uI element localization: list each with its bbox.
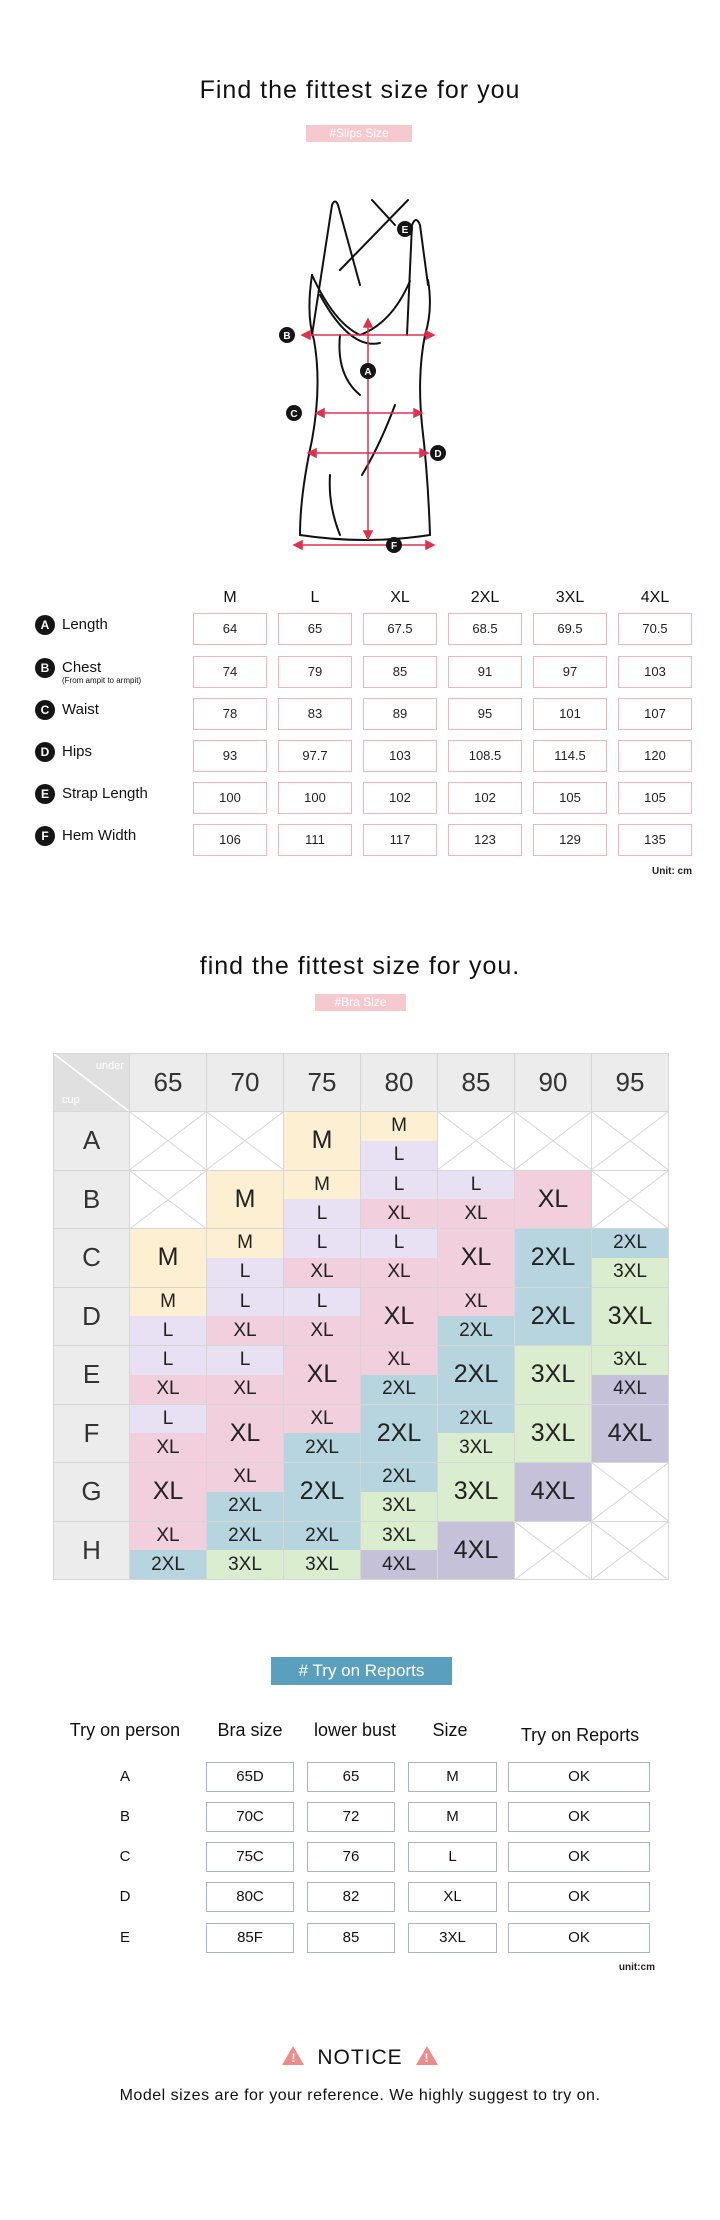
size-label: XL — [438, 1229, 514, 1287]
try-on-person: E — [119, 1929, 130, 1946]
size-cell — [284, 1404, 361, 1463]
size-label: 4XL — [515, 1463, 591, 1521]
size-label: 3XL — [438, 1463, 514, 1521]
empty-cell — [130, 1112, 207, 1171]
measure-value: 111 — [278, 824, 352, 856]
try-on-bust: 65 — [307, 1762, 395, 1792]
measure-value: 103 — [618, 656, 692, 688]
measure-value: 107 — [618, 698, 692, 730]
cup-size-header: H — [54, 1521, 130, 1580]
try-on-unit: unit:cm — [618, 1962, 655, 1973]
size-cell — [130, 1346, 207, 1405]
measure-value: 97.7 — [278, 740, 352, 772]
size-label: 3XL — [361, 1492, 437, 1521]
measure-value: 65 — [278, 613, 352, 645]
try-on-person: B — [119, 1808, 130, 1825]
size-cell — [438, 1346, 515, 1405]
letter-badge-icon: C — [35, 700, 55, 720]
measure-value: 64 — [193, 613, 267, 645]
size-cell — [515, 1463, 592, 1522]
size-cell — [515, 1346, 592, 1405]
try-on-bra: 65D — [206, 1762, 294, 1792]
letter-badge-icon: E — [35, 784, 55, 804]
size-label: XL — [207, 1463, 283, 1492]
try-on-report: OK — [508, 1923, 650, 1953]
under-size-header: 80 — [361, 1054, 438, 1112]
bra-grid-row — [54, 1287, 669, 1346]
size-cell — [361, 1112, 438, 1171]
size-label: M — [207, 1171, 283, 1229]
empty-cell — [130, 1170, 207, 1229]
letter-badge-icon: F — [35, 826, 55, 846]
size-label: L — [207, 1346, 283, 1375]
size-cell — [592, 1346, 669, 1405]
notice-text: Model sizes are for your reference. We highly suggest to try on. — [119, 2087, 601, 2104]
size-cell — [361, 1229, 438, 1288]
cup-size-header: D — [54, 1287, 130, 1346]
try-on-header: Try on person — [69, 1720, 181, 1740]
size-cell — [130, 1404, 207, 1463]
warning-icon: ! — [282, 2046, 304, 2065]
size-label: L — [284, 1288, 360, 1317]
size-cell — [207, 1346, 284, 1405]
measure-value: 106 — [193, 824, 267, 856]
corner-cup-label: cup — [62, 1094, 80, 1106]
measure-value: 93 — [193, 740, 267, 772]
size-cell — [207, 1521, 284, 1580]
size-cell — [207, 1287, 284, 1346]
size-cell — [207, 1170, 284, 1229]
size-cell — [284, 1170, 361, 1229]
size-label: L — [361, 1141, 437, 1170]
size-label: 3XL — [284, 1550, 360, 1579]
measure-value: 102 — [448, 782, 522, 814]
notice-heading — [0, 2046, 720, 2070]
bra-grid-row — [54, 1346, 669, 1405]
size-label: 4XL — [361, 1550, 437, 1579]
bra-size-grid — [53, 1053, 669, 1580]
size-label: XL — [438, 1199, 514, 1228]
cross-icon — [515, 1522, 591, 1580]
measure-value: 129 — [533, 824, 607, 856]
measure-name: Length — [62, 616, 108, 633]
slips-size-header: XL — [390, 589, 410, 606]
size-label: L — [207, 1258, 283, 1287]
size-cell — [515, 1170, 592, 1229]
measure-value: 123 — [448, 824, 522, 856]
size-label: L — [130, 1346, 206, 1375]
measure-value: 100 — [278, 782, 352, 814]
slips-size-header: 2XL — [470, 589, 500, 606]
try-on-report: OK — [508, 1762, 650, 1792]
size-cell — [438, 1229, 515, 1288]
measure-note: (From ampit to armpit) — [62, 676, 142, 685]
size-label: 3XL — [207, 1550, 283, 1579]
size-label: XL — [361, 1258, 437, 1287]
slips-size-header: 3XL — [555, 589, 585, 606]
empty-cell — [592, 1463, 669, 1522]
size-label: XL — [284, 1405, 360, 1434]
slips-size-header: 4XL — [640, 589, 670, 606]
measure-value: 69.5 — [533, 613, 607, 645]
size-label: 3XL — [592, 1346, 668, 1375]
size-cell — [515, 1404, 592, 1463]
size-label: M — [284, 1171, 360, 1200]
size-label: 3XL — [592, 1288, 668, 1346]
under-size-header: 75 — [284, 1054, 361, 1112]
size-label: 2XL — [361, 1375, 437, 1404]
try-on-bra: 85F — [206, 1923, 294, 1953]
size-label: L — [361, 1229, 437, 1258]
marker-f-label: F — [390, 541, 398, 552]
empty-cell — [515, 1521, 592, 1580]
slips-title: Find the fittest size for you — [199, 76, 521, 104]
size-cell — [207, 1404, 284, 1463]
size-label: 4XL — [592, 1405, 668, 1463]
size-cell — [361, 1404, 438, 1463]
under-size-header: 70 — [207, 1054, 284, 1112]
slips-unit: Unit: cm — [652, 866, 692, 877]
size-label: XL — [207, 1405, 283, 1463]
empty-cell — [592, 1112, 669, 1171]
try-on-header: Size — [432, 1720, 468, 1740]
under-size-header: 85 — [438, 1054, 515, 1112]
size-label: 2XL — [438, 1405, 514, 1434]
size-label: L — [130, 1316, 206, 1345]
try-on-person: C — [119, 1848, 131, 1865]
size-label: 2XL — [207, 1522, 283, 1551]
size-cell — [284, 1287, 361, 1346]
measure-value: 103 — [363, 740, 437, 772]
under-size-header: 95 — [592, 1054, 669, 1112]
size-label: 2XL — [284, 1522, 360, 1551]
size-cell — [592, 1287, 669, 1346]
letter-badge-icon: D — [35, 742, 55, 762]
slips-row-label — [35, 615, 108, 635]
measure-value: 100 — [193, 782, 267, 814]
try-on-person: A — [119, 1768, 130, 1785]
under-size-header: 65 — [130, 1054, 207, 1112]
size-cell — [130, 1229, 207, 1288]
size-cell — [361, 1287, 438, 1346]
bra-grid-row — [54, 1112, 669, 1171]
try-on-bra: 70C — [206, 1802, 294, 1832]
under-size-header: 90 — [515, 1054, 592, 1112]
size-label: 3XL — [515, 1346, 591, 1404]
size-cell — [515, 1287, 592, 1346]
cross-icon — [592, 1522, 668, 1580]
cross-icon — [207, 1112, 283, 1170]
size-label: XL — [361, 1199, 437, 1228]
try-on-report: OK — [508, 1882, 650, 1912]
bra-grid-header-row — [54, 1054, 669, 1112]
measure-value: 105 — [618, 782, 692, 814]
measure-name: Chest — [62, 659, 102, 676]
slips-row-label — [35, 658, 141, 685]
size-cell — [515, 1229, 592, 1288]
size-label: L — [361, 1171, 437, 1200]
letter-badge-icon: B — [35, 658, 55, 678]
size-label: 4XL — [438, 1522, 514, 1580]
measure-value: 102 — [363, 782, 437, 814]
size-label: 2XL — [284, 1433, 360, 1462]
measure-value: 117 — [363, 824, 437, 856]
size-label: XL — [130, 1375, 206, 1404]
size-label: L — [284, 1229, 360, 1258]
measure-value: 135 — [618, 824, 692, 856]
slips-row-label — [35, 784, 148, 804]
size-label: 3XL — [592, 1258, 668, 1287]
notice-title: NOTICE — [317, 2046, 403, 2069]
bra-grid-row — [54, 1521, 669, 1580]
cross-icon — [515, 1112, 591, 1170]
size-label: 2XL — [361, 1463, 437, 1492]
size-cell — [361, 1346, 438, 1405]
measure-value: 83 — [278, 698, 352, 730]
measure-value: 105 — [533, 782, 607, 814]
empty-cell — [438, 1112, 515, 1171]
size-label: XL — [438, 1288, 514, 1317]
measure-value: 68.5 — [448, 613, 522, 645]
try-on-size: M — [408, 1762, 497, 1792]
size-label: 2XL — [438, 1316, 514, 1345]
bra-grid-row — [54, 1170, 669, 1229]
bra-grid-row — [54, 1404, 669, 1463]
size-cell — [130, 1463, 207, 1522]
measure-value: 108.5 — [448, 740, 522, 772]
size-label: L — [130, 1405, 206, 1434]
size-label: XL — [515, 1171, 591, 1229]
slips-size-header: M — [223, 589, 237, 606]
measure-value: 67.5 — [363, 613, 437, 645]
size-cell — [438, 1287, 515, 1346]
size-cell — [361, 1521, 438, 1580]
size-label: M — [130, 1229, 206, 1287]
size-label: L — [438, 1171, 514, 1200]
slip-dress-diagram — [270, 195, 450, 555]
cup-size-header: A — [54, 1112, 130, 1171]
letter-badge-icon: A — [35, 615, 55, 635]
size-cell — [130, 1287, 207, 1346]
try-on-bust: 85 — [307, 1923, 395, 1953]
size-label: M — [207, 1229, 283, 1258]
try-on-header: Bra size — [217, 1720, 283, 1740]
size-cell — [284, 1229, 361, 1288]
size-label: XL — [207, 1375, 283, 1404]
empty-cell — [592, 1170, 669, 1229]
bra-grid-row — [54, 1463, 669, 1522]
corner-under-label: under — [95, 1060, 124, 1072]
try-on-bust: 82 — [307, 1882, 395, 1912]
size-label: 2XL — [438, 1346, 514, 1404]
size-label: 2XL — [207, 1492, 283, 1521]
try-on-bust: 76 — [307, 1842, 395, 1872]
measure-name: Hem Width — [62, 827, 137, 844]
size-cell — [284, 1463, 361, 1522]
measure-value: 89 — [363, 698, 437, 730]
cross-icon — [438, 1112, 514, 1170]
size-label: XL — [130, 1433, 206, 1462]
size-label: XL — [130, 1522, 206, 1551]
measure-value: 79 — [278, 656, 352, 688]
try-on-bust: 72 — [307, 1802, 395, 1832]
marker-a-label: A — [364, 367, 372, 378]
size-cell — [592, 1404, 669, 1463]
marker-d-label: D — [434, 449, 442, 460]
try-on-person: D — [119, 1888, 131, 1905]
empty-cell — [207, 1112, 284, 1171]
marker-e-label: E — [401, 225, 409, 236]
size-label: L — [284, 1199, 360, 1228]
bra-grid-row — [54, 1229, 669, 1288]
size-label: XL — [361, 1288, 437, 1346]
slips-row-label — [35, 826, 136, 846]
try-on-size: L — [408, 1842, 497, 1872]
size-label: XL — [284, 1258, 360, 1287]
size-cell — [361, 1170, 438, 1229]
try-on-size: M — [408, 1802, 497, 1832]
measure-value: 91 — [448, 656, 522, 688]
size-label: M — [361, 1112, 437, 1141]
slips-size-header: L — [310, 589, 320, 606]
size-label: XL — [284, 1316, 360, 1345]
measure-value: 101 — [533, 698, 607, 730]
size-label: 4XL — [592, 1375, 668, 1404]
size-cell — [207, 1229, 284, 1288]
slips-row-label — [35, 742, 92, 762]
try-on-bra: 75C — [206, 1842, 294, 1872]
cross-icon — [592, 1463, 668, 1521]
size-cell — [438, 1404, 515, 1463]
cup-size-header: C — [54, 1229, 130, 1288]
size-cell — [207, 1463, 284, 1522]
size-label: M — [130, 1288, 206, 1317]
cup-size-header: F — [54, 1404, 130, 1463]
size-label: 2XL — [361, 1405, 437, 1463]
size-cell — [361, 1463, 438, 1522]
empty-cell — [592, 1521, 669, 1580]
empty-cell — [515, 1112, 592, 1171]
measure-name: Waist — [62, 701, 99, 718]
cup-size-header: E — [54, 1346, 130, 1405]
measure-value: 74 — [193, 656, 267, 688]
size-label: 2XL — [284, 1463, 360, 1521]
try-on-reports-tag: # Try on Reports — [271, 1657, 452, 1685]
bra-title: find the fittest size for you. — [199, 952, 521, 980]
size-label: XL — [284, 1346, 360, 1404]
size-label: 3XL — [515, 1405, 591, 1463]
measure-value: 97 — [533, 656, 607, 688]
bra-size-tag: #Bra Size — [315, 994, 406, 1011]
size-label: 2XL — [515, 1229, 591, 1287]
size-label: M — [284, 1112, 360, 1170]
size-label: 2XL — [515, 1288, 591, 1346]
size-cell — [284, 1346, 361, 1405]
cup-size-header: B — [54, 1170, 130, 1229]
measure-name: Strap Length — [62, 785, 148, 802]
marker-b-label: B — [283, 331, 291, 342]
size-label: 2XL — [130, 1550, 206, 1579]
size-cell — [130, 1521, 207, 1580]
size-cell — [438, 1170, 515, 1229]
measure-value: 78 — [193, 698, 267, 730]
try-on-header: Try on Reports — [520, 1725, 640, 1745]
size-cell — [438, 1521, 515, 1580]
cross-icon — [592, 1112, 668, 1170]
size-label: XL — [361, 1346, 437, 1375]
size-cell — [592, 1229, 669, 1288]
size-label: XL — [130, 1463, 206, 1521]
cross-icon — [130, 1171, 206, 1229]
size-label: 3XL — [361, 1522, 437, 1551]
cross-icon — [592, 1171, 668, 1229]
cup-size-header: G — [54, 1463, 130, 1522]
warning-icon: ! — [416, 2046, 438, 2065]
measure-value: 70.5 — [618, 613, 692, 645]
try-on-header: lower bust — [313, 1720, 397, 1740]
measure-value: 114.5 — [533, 740, 607, 772]
try-on-size: XL — [408, 1882, 497, 1912]
size-label: 3XL — [438, 1433, 514, 1462]
try-on-report: OK — [508, 1802, 650, 1832]
size-label: 2XL — [592, 1229, 668, 1258]
grid-corner — [54, 1054, 130, 1112]
try-on-bra: 80C — [206, 1882, 294, 1912]
cross-icon — [130, 1112, 206, 1170]
try-on-report: OK — [508, 1842, 650, 1872]
measure-value: 85 — [363, 656, 437, 688]
measure-value: 120 — [618, 740, 692, 772]
try-on-size: 3XL — [408, 1923, 497, 1953]
measure-value: 95 — [448, 698, 522, 730]
size-cell — [438, 1463, 515, 1522]
size-label: L — [207, 1288, 283, 1317]
slips-row-label — [35, 700, 99, 720]
measure-name: Hips — [62, 743, 93, 760]
size-cell — [284, 1112, 361, 1171]
size-label: XL — [207, 1316, 283, 1345]
size-cell — [284, 1521, 361, 1580]
slips-size-tag: #Slips Size — [306, 125, 412, 142]
marker-c-label: C — [290, 409, 298, 420]
